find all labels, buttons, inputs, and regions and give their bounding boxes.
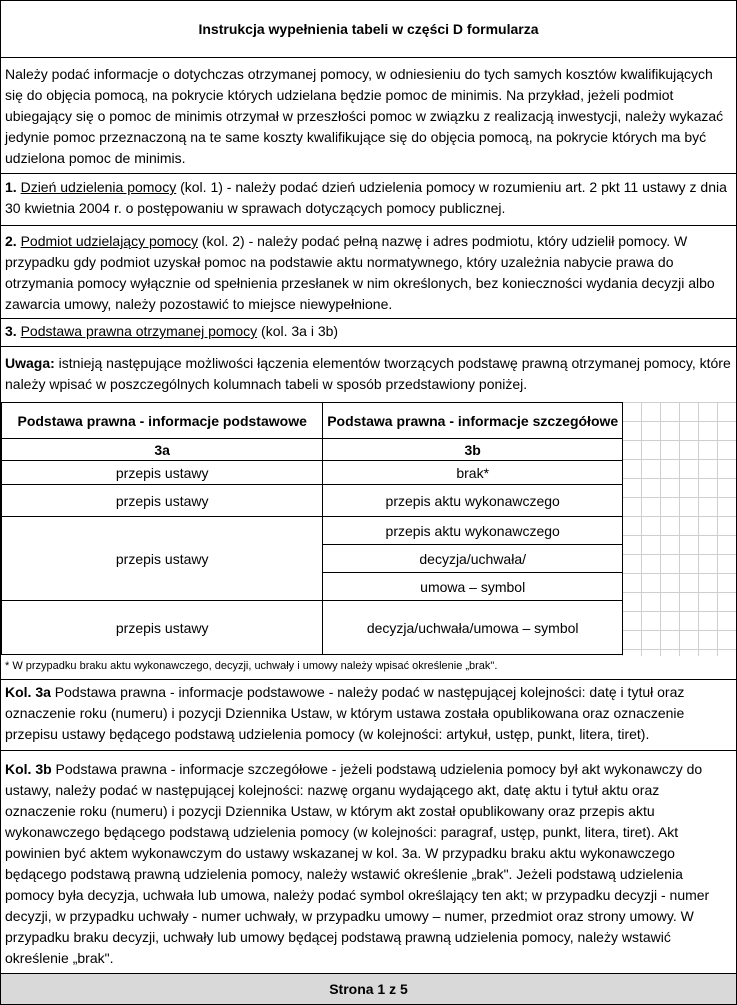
table-cell: brak* — [323, 461, 623, 485]
header-basic: Podstawa prawna - informacje podstawowe — [2, 403, 323, 439]
table-cell: przepis ustawy — [2, 485, 323, 517]
divider — [1, 750, 736, 751]
table-row — [2, 601, 623, 655]
section-text: (kol. 3a i 3b) — [257, 323, 339, 339]
table-cell: przepis aktu wykonawczego — [323, 517, 623, 545]
section-text: (kol. 2) - należy podać pełną nazwę i adres podmiotu, który udzielił pomocy. W przypadku gdy podmiot uzyskał pomoc na podstawie aktu normatywnego, który uzależnia nabycie prawa do otrzymania pomocy wyłącznie od spełnienia przesłanek w nim określonych, bez konieczności wydania decyzji albo zawarcia umowy, należy pozostawić to miejsce niewypełnione. — [5, 233, 715, 312]
note-text: istnieją następujące możliwości łączenia elementów tworzących podstawę prawną otrzymanej pomocy, które należy wpisać w poszczególnych kolumnach tabeli w sposób przedstawiony poniżej. — [5, 355, 731, 392]
table-column-row — [2, 439, 623, 461]
kol-3a-paragraph — [1, 682, 736, 745]
section-term: Podstawa prawna otrzymanej pomocy — [20, 323, 258, 339]
table-row — [2, 461, 623, 485]
document-title: Instrukcja wypełnienia tabeli w części D formularza — [198, 20, 539, 37]
section-number: 2. — [5, 233, 17, 249]
intro-paragraph: Należy podać informacje o dotychczas otrzymanej pomocy, w odniesieniu do tych samych kosztów kwalifikujących się do objęcia pomocą, na pokrycie których udzielana będzie pomoc de minimis. Na przykład, jeżeli podmiot ubiegający się o pomoc de minimis otrzymał w przeszłości pomoc w związku z realizacją inwestycji, należy wykazać jedynie pomoc przeznaczoną na te same koszty kwalifikujące się do objęcia pomocą, na pokrycie których ma być udzielona pomoc de minimis. — [5, 66, 724, 166]
kol-label: Kol. 3b — [5, 761, 52, 777]
kol-text: Podstawa prawna - informacje szczegółowe - jeżeli podstawą udzielenia pomocy był akt wykonawczy do ustawy, należy podać w następującej kolejności: nazwę organu wydającego akt, datę aktu i tytuł aktu oraz oznaczenie roku (numeru) i pozycji Dziennika Ustaw, w którym akt został opublikowany oraz przepis aktu wykonawczego będącego podstawą udzielenia pomocy (w kolejności: paragraf, ustęp, punkt, litera, tiret). Akt powinien być aktem wykonawczym do ustawy wskazanej w kol. 3a. W przypadku braku aktu wykonawczego będącego podstawą prawną udzielenia pomocy, należy wstawić określenie „brak". Jeżeli podstawą udzielenia pomocy była decyzja, uchwała lub umowa, należy podać symbol określający ten akt; w przypadku decyzji - numer decyzji, w przypadku uchwały - numer uchwały, w przypadku umowy – numer, przedmiot oraz strony umowy. W przypadku braku decyzji, uchwały lub umowy będącej podstawą prawną udzielenia pomocy, należy wstawić określenie „brak". — [5, 761, 710, 966]
table-cell: decyzja/uchwała/umowa – symbol — [323, 601, 623, 655]
table-row — [2, 485, 623, 517]
table-cell: umowa – symbol — [323, 573, 623, 601]
legal-basis-table — [1, 402, 623, 655]
section-term: Dzień udzielenia pomocy — [20, 179, 177, 195]
divider — [1, 57, 736, 58]
table-cell: przepis ustawy — [2, 601, 323, 655]
divider — [1, 346, 736, 347]
table-cell: przepis ustawy — [2, 517, 323, 601]
kol-label: Kol. 3a — [5, 684, 51, 700]
table-cell: przepis aktu wykonawczego — [323, 485, 623, 517]
table-footnote: * W przypadku braku aktu wykonawczego, decyzji, uchwały i umowy należy wpisać określenie „brak". — [5, 660, 498, 672]
kol-3b-paragraph — [1, 759, 736, 969]
column-3b: 3b — [323, 439, 623, 461]
header-detailed: Podstawa prawna - informacje szczegółowe — [323, 403, 623, 439]
divider — [1, 225, 736, 226]
table-cell: decyzja/uchwała/ — [323, 545, 623, 573]
page-number: Strona 1 z 5 — [1, 974, 736, 1004]
section-term: Podmiot udzielający pomocy — [20, 233, 198, 249]
divider — [1, 173, 736, 174]
grid-background — [622, 402, 736, 656]
section-text: (kol. 1) - należy podać dzień udzielenia pomocy w rozumieniu art. 2 pkt 11 ustawy z dnia 30 kwietnia 2004 r. o postępowaniu w sprawach dotyczących pomocy publicznej. — [5, 179, 727, 216]
table-header-row — [2, 403, 623, 439]
uwaga-note — [1, 353, 736, 395]
section-3 — [1, 321, 736, 342]
note-label: Uwaga: — [5, 355, 55, 371]
table-cell: przepis ustawy — [2, 461, 323, 485]
section-number: 3. — [5, 323, 17, 339]
divider — [1, 318, 736, 319]
kol-text: Podstawa prawna - informacje podstawowe - należy podać w następującej kolejności: datę i tytuł oraz oznaczenie roku (numeru) i pozycji Dziennika Ustaw, w którym ustawa została opublikowana oraz oznaczenie przepisu ustawy będącego podstawą udzielenia pomocy (w kolejności: artykuł, ustęp, punkt, litera, tiret). — [5, 684, 685, 742]
section-2 — [1, 231, 736, 315]
divider — [1, 679, 736, 680]
section-1 — [1, 177, 736, 219]
table-row — [2, 517, 623, 545]
section-number: 1. — [5, 179, 17, 195]
column-3a: 3a — [2, 439, 323, 461]
